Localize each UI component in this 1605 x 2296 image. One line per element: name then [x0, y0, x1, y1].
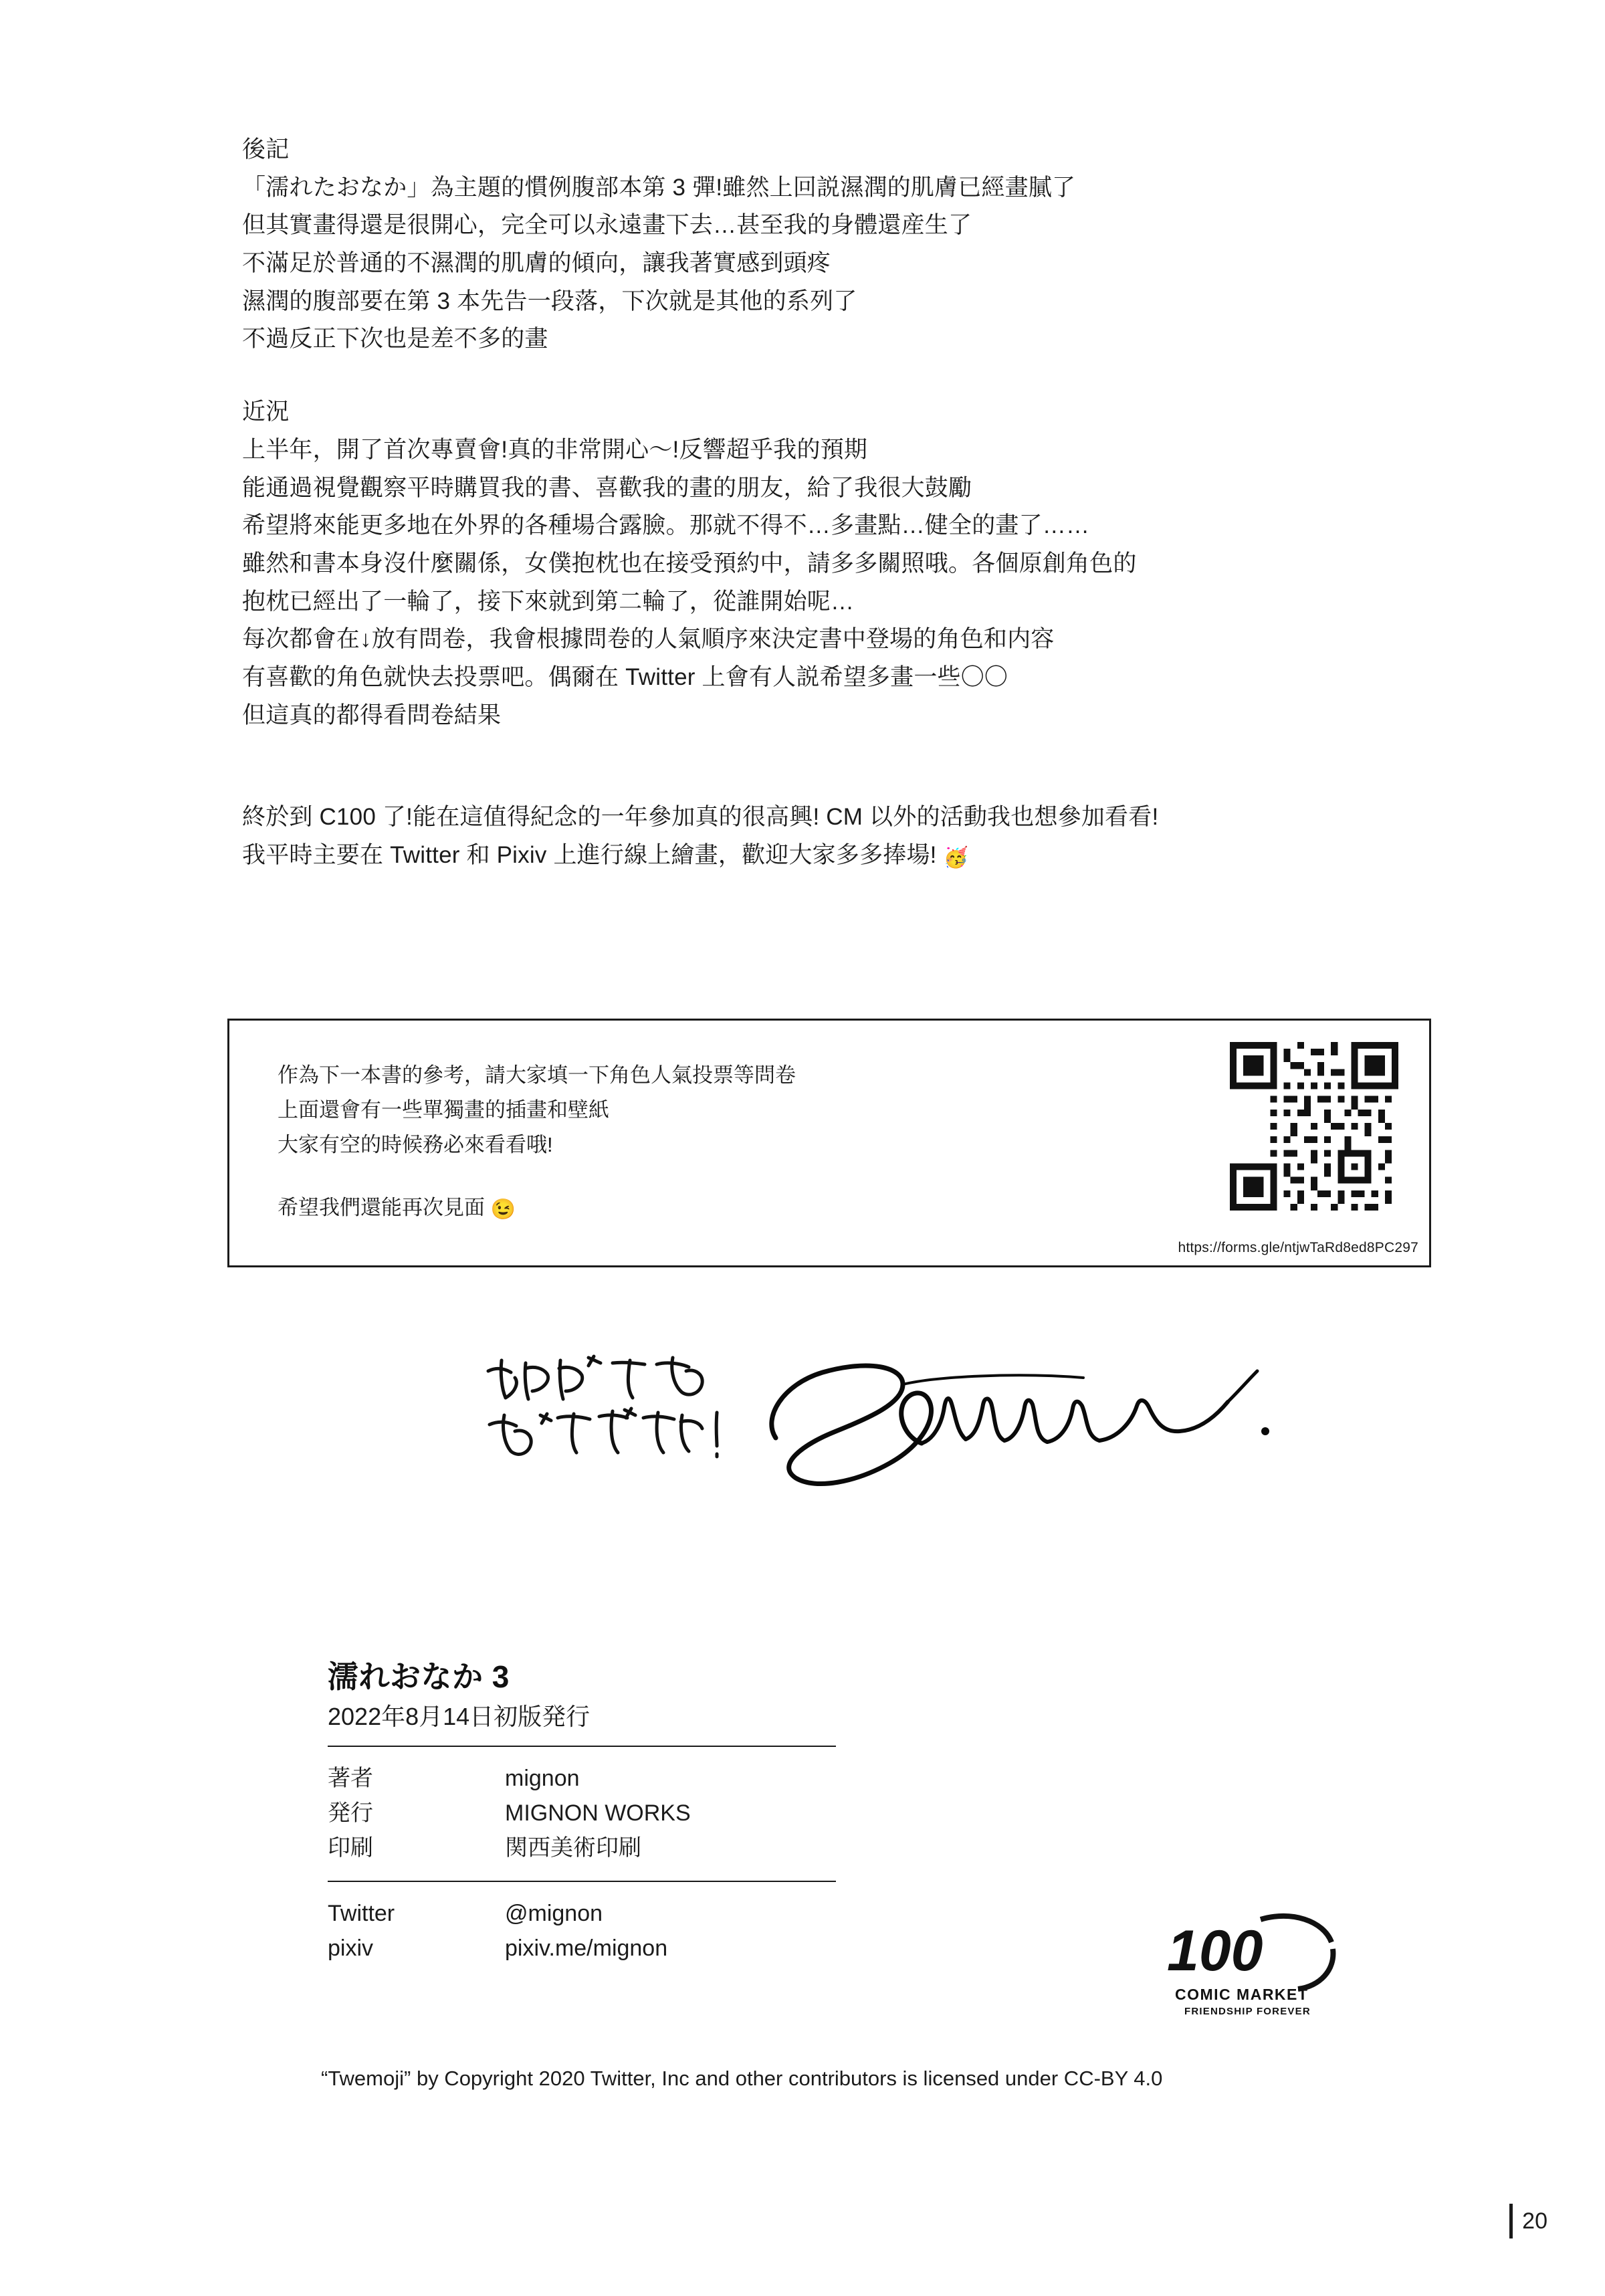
table-row — [328, 1796, 691, 1831]
page-number-rule — [1509, 2204, 1513, 2238]
svg-text:FRIENDSHIP FOREVER: FRIENDSHIP FOREVER — [1184, 2006, 1311, 2017]
afterword-paragraph-2 — [242, 393, 1392, 734]
link-value-pixiv[interactable]: pixiv.me/mignon — [505, 1935, 668, 1961]
table-row — [328, 1897, 667, 1932]
credits-table — [328, 1762, 691, 1866]
handwritten-thanks-icon — [481, 1351, 736, 1478]
comic-market-100-logo — [1160, 1906, 1341, 2040]
page-number-group — [1509, 2204, 1547, 2238]
afterword-section — [242, 131, 1392, 875]
page-number: 20 — [1522, 2208, 1547, 2234]
survey-text — [278, 1058, 1174, 1227]
afterword-line: 但這真的都得看問卷結果 — [242, 702, 502, 728]
winking-face-emoji: 😉 — [490, 1198, 516, 1221]
table-row — [328, 1831, 691, 1866]
credit-label: 発行 — [328, 1800, 373, 1827]
survey-closing-text: 希望我們還能再次見面 — [278, 1196, 485, 1220]
afterword-line: 我平時主要在 Twitter 和 Pixiv 上進行線上繪畫，歡迎大家多多捧場! — [242, 842, 937, 868]
qr-code-icon[interactable] — [1230, 1042, 1398, 1211]
afterword-line: 能通過視覺觀察平時購買我的書、喜歡我的畫的朋友，給了我很大鼓勵 — [242, 474, 972, 501]
c100-logo-icon — [1160, 1906, 1341, 2040]
afterword-line-with-emoji — [242, 837, 1392, 875]
divider-top — [328, 1746, 836, 1747]
afterword-line: 希望將來能更多地在外界的各種場合露臉。那就不得不…多畫點…健全的畫了…… — [242, 512, 1090, 539]
credit-label: 著者 — [328, 1766, 373, 1792]
afterword-paragraph-3 — [242, 799, 1392, 874]
book-title: 濡れおなか 3 — [328, 1659, 510, 1694]
signature-area — [468, 1338, 1338, 1538]
afterword-line: 但其實畫得還是很開心，完全可以永遠畫下去…甚至我的身體還産生了 — [242, 212, 972, 239]
survey-box — [227, 1019, 1431, 1267]
table-row — [328, 1762, 691, 1796]
survey-line: 大家有空的時候務必來看看哦! — [278, 1133, 553, 1157]
divider-bottom — [328, 1881, 836, 1882]
afterword-line: 上半年，開了首次專賣會!真的非常開心～!反響超乎我的預期 — [242, 436, 868, 463]
credit-label: 印刷 — [328, 1835, 373, 1861]
afterword-line: 抱枕已經出了一輪了，接下來就到第二輪了，從誰開始呢… — [242, 588, 855, 615]
survey-line: 作為下一本書的參考，請大家填一下角色人氣投票等問卷 — [278, 1063, 796, 1087]
afterword-line: 不過反正下次也是差不多的畫 — [242, 326, 548, 352]
afterword-line: 有喜歡的角色就快去投票吧。偶爾在 Twitter 上會有人説希望多畫一些〇〇 — [242, 663, 1008, 690]
afterword-line: 終於到 C100 了!能在這值得紀念的一年參加真的很高興! CM 以外的活動我也想參加看看! — [242, 804, 1159, 831]
credit-value: 関西美術印刷 — [505, 1835, 641, 1861]
afterword-line: 近況 — [242, 399, 290, 425]
svg-text:COMIC MARKET: COMIC MARKET — [1175, 1986, 1309, 2003]
table-row — [328, 1932, 667, 1966]
colophon-block — [328, 1659, 849, 1966]
credit-value: mignon — [505, 1766, 580, 1792]
survey-closing-line — [278, 1190, 1174, 1227]
afterword-line: 雖然和書本身沒什麼關係，女僕抱枕也在接受預約中，請多多關照哦。各個原創角色的 — [242, 550, 1137, 577]
svg-text:100: 100 — [1167, 1919, 1263, 1983]
links-table — [328, 1897, 667, 1966]
link-label-pixiv: pixiv — [328, 1935, 374, 1961]
link-value-twitter[interactable]: @mignon — [505, 1901, 603, 1927]
afterword-line: 不滿足於普通的不濕潤的肌膚的傾向，讓我著實感到頭疼 — [242, 250, 831, 277]
link-label-twitter: Twitter — [328, 1901, 395, 1927]
party-face-emoji: 🥳 — [943, 847, 969, 869]
autograph-signature-icon — [736, 1338, 1271, 1505]
twemoji-credit: “Twemoji” by Copyright 2020 Twitter, Inc and other contributors is licensed under CC-BY 4.0 — [321, 2067, 1163, 2090]
afterword-line: 每次都會在↓放有問卷，我會根據問卷的人氣順序來決定書中登場的角色和内容 — [242, 626, 1055, 653]
publication-date: 2022年8月14日初版発行 — [328, 1703, 591, 1731]
afterword-line: 「濡れたおなか」為主題的慣例腹部本第 3 彈!雖然上回説濕潤的肌膚已經畫膩了 — [242, 174, 1076, 201]
credit-value: MIGNON WORKS — [505, 1800, 691, 1827]
survey-line: 上面還會有一些單獨畫的插畫和壁紙 — [278, 1098, 609, 1122]
survey-url: https://forms.gle/ntjwTaRd8ed8PC297 — [1178, 1240, 1418, 1255]
afterword-line: 後記 — [242, 136, 290, 163]
afterword-paragraph-1 — [242, 131, 1392, 358]
afterword-line: 濕潤的腹部要在第 3 本先告一段落，下次就是其他的系列了 — [242, 288, 857, 314]
